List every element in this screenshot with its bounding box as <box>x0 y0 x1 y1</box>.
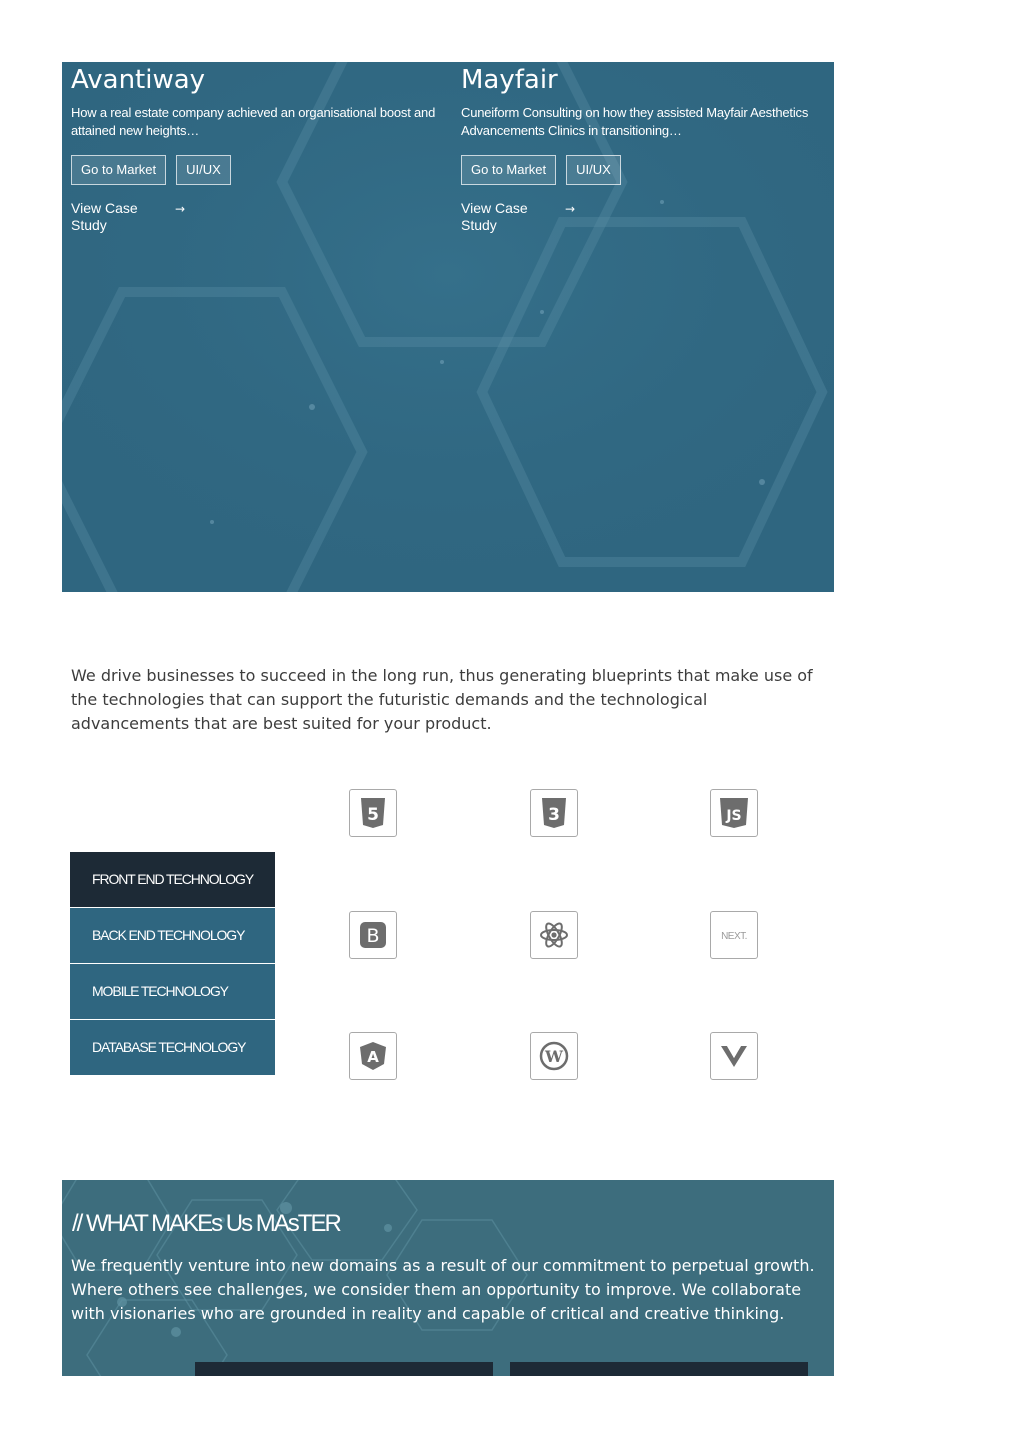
technology-tabs <box>70 852 275 1076</box>
arrow-right-icon[interactable]: → <box>175 202 186 216</box>
svg-text:JS: JS <box>726 808 742 824</box>
svg-text:3: 3 <box>548 805 560 825</box>
section-title: // WHAT MAKEs Us MAsTER <box>72 1210 340 1237</box>
case-studies-panel <box>62 62 834 592</box>
svg-text:5: 5 <box>367 805 379 825</box>
tab-database-technology[interactable]: DATABASE TECHNOLOGY <box>70 1020 275 1075</box>
view-case-study-link[interactable]: View Case Study <box>461 200 528 233</box>
tab-back-end-technology[interactable]: BACK END TECHNOLOGY <box>70 908 275 963</box>
svg-text:B: B <box>366 925 380 947</box>
nextjs-icon[interactable] <box>710 911 758 959</box>
section-description: We frequently venture into new domains as a result of our commitment to perpetual growth. Where others see challenges, we consider them an opportunity to improve. We collaborate with visionaries who are grounded in reality and capable of critical and creative thinking. <box>71 1256 815 1323</box>
case-title: Avantiway <box>71 65 206 95</box>
what-makes-us-master-section <box>62 1180 834 1376</box>
view-case-study-link[interactable]: View Case Study <box>71 200 138 233</box>
tab-front-end-technology[interactable]: FRONT END TECHNOLOGY <box>70 852 275 907</box>
case-description: How a real estate company achieved an organisational boost and attained new heights… <box>71 105 436 138</box>
feature-card <box>195 1362 493 1376</box>
tag-ui-ux[interactable]: UI/UX <box>566 155 621 185</box>
case-card-avantiway <box>71 62 441 234</box>
svg-text:NEXT.: NEXT. <box>721 931 747 942</box>
wordpress-icon[interactable] <box>530 1032 578 1080</box>
tag-go-to-market[interactable]: Go to Market <box>71 155 166 185</box>
svg-text:A: A <box>367 1048 379 1066</box>
case-title: Mayfair <box>461 65 558 95</box>
tag-go-to-market[interactable]: Go to Market <box>461 155 556 185</box>
tag-ui-ux[interactable]: UI/UX <box>176 155 231 185</box>
vue-icon[interactable] <box>710 1032 758 1080</box>
case-description: Cuneiform Consulting on how they assisted Mayfair Aesthetics Advancements Clinics in transitioning… <box>461 105 809 138</box>
angular-icon[interactable] <box>349 1032 397 1080</box>
technology-intro-text: We drive businesses to succeed in the long run, thus generating blueprints that make use of the technologies that can support the futuristic demands and the technological advancements that are best suited for your product. <box>71 666 813 733</box>
react-icon[interactable] <box>530 911 578 959</box>
svg-text:W: W <box>545 1047 563 1066</box>
javascript-icon[interactable] <box>710 789 758 837</box>
feature-card <box>510 1362 808 1376</box>
css3-icon[interactable] <box>530 789 578 837</box>
case-card-mayfair <box>461 62 831 234</box>
tab-mobile-technology[interactable]: MOBILE TECHNOLOGY <box>70 964 275 1019</box>
html5-icon[interactable] <box>349 789 397 837</box>
bootstrap-icon[interactable] <box>349 911 397 959</box>
arrow-right-icon[interactable]: → <box>565 202 576 216</box>
